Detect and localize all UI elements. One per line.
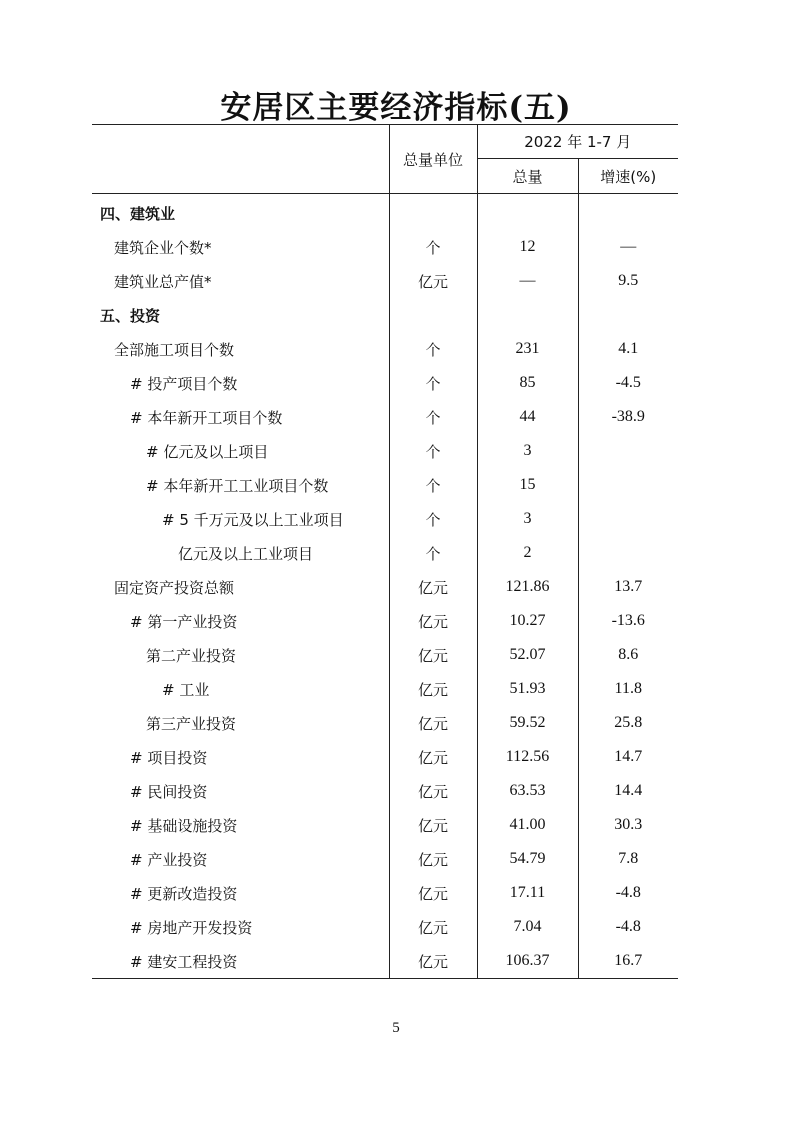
indicator-name: # 房地产开发投资 [130, 918, 253, 937]
total-cell: 59.52 [477, 706, 578, 740]
header-unit: 总量单位 [389, 125, 477, 194]
unit-cell: 个 [389, 400, 477, 434]
header-period: 2022 年 1-7 月 [477, 125, 678, 159]
unit-cell: 亿元 [389, 808, 477, 842]
indicator-name: 第三产业投资 [146, 714, 237, 733]
unit-cell: 亿元 [389, 672, 477, 706]
table-row [92, 400, 678, 434]
growth-cell [578, 502, 678, 536]
total-cell: 44 [477, 400, 578, 434]
growth-cell: 30.3 [578, 808, 678, 842]
table-row [92, 842, 678, 876]
total-cell: 2 [477, 536, 578, 570]
section-row [92, 298, 678, 332]
total-cell: 112.56 [477, 740, 578, 774]
total-cell: 12 [477, 230, 578, 264]
table-row [92, 808, 678, 842]
growth-cell [578, 468, 678, 502]
unit-cell: 个 [389, 502, 477, 536]
unit-cell [389, 298, 477, 332]
unit-cell: 个 [389, 332, 477, 366]
growth-cell: -4.8 [578, 876, 678, 910]
growth-cell: 14.7 [578, 740, 678, 774]
unit-cell: 亿元 [389, 910, 477, 944]
table-row [92, 264, 678, 298]
table-row [92, 604, 678, 638]
indicator-name: # 本年新开工项目个数 [130, 408, 283, 427]
table-row [92, 740, 678, 774]
unit-cell: 个 [389, 536, 477, 570]
page-title: 安居区主要经济指标(五) [220, 90, 572, 126]
growth-cell: 16.7 [578, 944, 678, 979]
table-row [92, 332, 678, 366]
growth-cell: 14.4 [578, 774, 678, 808]
unit-cell: 亿元 [389, 264, 477, 298]
growth-cell: 11.8 [578, 672, 678, 706]
growth-cell: 25.8 [578, 706, 678, 740]
table-row [92, 502, 678, 536]
indicator-name: 建筑企业个数* [114, 238, 212, 257]
total-cell: 15 [477, 468, 578, 502]
table-row [92, 774, 678, 808]
total-cell [477, 298, 578, 332]
table-row [92, 672, 678, 706]
total-cell: 51.93 [477, 672, 578, 706]
table-body [92, 194, 678, 979]
section-title: 五、投资 [100, 306, 161, 325]
section-title: 四、建筑业 [100, 204, 176, 223]
unit-cell: 亿元 [389, 706, 477, 740]
indicator-name: 建筑业总产值* [114, 272, 212, 291]
total-cell: 85 [477, 366, 578, 400]
growth-cell: 4.1 [578, 332, 678, 366]
indicator-name: # 亿元及以上项目 [146, 442, 269, 461]
total-cell: — [477, 264, 578, 298]
unit-cell: 亿元 [389, 638, 477, 672]
unit-cell [389, 194, 477, 231]
indicator-name: # 项目投资 [130, 748, 208, 767]
total-cell: 10.27 [477, 604, 578, 638]
table-row [92, 434, 678, 468]
table-row [92, 366, 678, 400]
page-number: 5 [392, 1020, 400, 1036]
growth-cell: 7.8 [578, 842, 678, 876]
total-cell [477, 194, 578, 231]
total-cell: 106.37 [477, 944, 578, 979]
total-cell: 41.00 [477, 808, 578, 842]
indicator-table-container [92, 124, 678, 979]
growth-cell [578, 434, 678, 468]
unit-cell: 个 [389, 468, 477, 502]
total-cell: 63.53 [477, 774, 578, 808]
indicator-name: # 工业 [162, 680, 210, 699]
growth-cell: 8.6 [578, 638, 678, 672]
section-row [92, 194, 678, 231]
indicator-name: # 5 千万元及以上工业项目 [162, 510, 344, 529]
total-cell: 3 [477, 434, 578, 468]
indicator-name: # 建安工程投资 [92, 944, 389, 979]
unit-cell: 亿元 [389, 604, 477, 638]
growth-cell [578, 298, 678, 332]
indicator-name: # 基础设施投资 [130, 816, 238, 835]
total-cell: 17.11 [477, 876, 578, 910]
indicator-name: 第二产业投资 [146, 646, 237, 665]
growth-cell: 9.5 [578, 264, 678, 298]
header-indicator-cell [92, 125, 389, 194]
total-cell: 3 [477, 502, 578, 536]
unit-cell: 亿元 [389, 944, 477, 979]
table-row [92, 910, 678, 944]
indicator-name: # 产业投资 [130, 850, 208, 869]
growth-cell: -13.6 [578, 604, 678, 638]
growth-cell: -38.9 [578, 400, 678, 434]
growth-cell: — [578, 230, 678, 264]
unit-cell: 亿元 [389, 842, 477, 876]
table-row [92, 706, 678, 740]
unit-cell: 亿元 [389, 774, 477, 808]
growth-cell: -4.8 [578, 910, 678, 944]
indicator-name: # 民间投资 [130, 782, 208, 801]
indicator-name: 固定资产投资总额 [114, 578, 235, 597]
header-growth: 增速(%) [578, 159, 678, 194]
table-row [92, 536, 678, 570]
unit-cell: 个 [389, 434, 477, 468]
indicator-name: 亿元及以上工业项目 [178, 544, 314, 563]
total-cell: 231 [477, 332, 578, 366]
growth-cell: 13.7 [578, 570, 678, 604]
table-row [92, 570, 678, 604]
unit-cell: 个 [389, 230, 477, 264]
unit-cell: 亿元 [389, 876, 477, 910]
unit-cell: 亿元 [389, 740, 477, 774]
total-cell: 52.07 [477, 638, 578, 672]
growth-cell [578, 194, 678, 231]
total-cell: 7.04 [477, 910, 578, 944]
indicator-table [92, 124, 678, 979]
total-cell: 54.79 [477, 842, 578, 876]
unit-cell: 个 [389, 366, 477, 400]
indicator-name: # 本年新开工工业项目个数 [146, 476, 329, 495]
header-total: 总量 [477, 159, 578, 194]
table-row [92, 876, 678, 910]
table-row [92, 944, 678, 979]
table-row [92, 230, 678, 264]
indicator-name: # 投产项目个数 [130, 374, 238, 393]
indicator-name: 全部施工项目个数 [114, 340, 235, 359]
indicator-name: # 更新改造投资 [130, 884, 238, 903]
table-row [92, 638, 678, 672]
total-cell: 121.86 [477, 570, 578, 604]
indicator-name: # 第一产业投资 [130, 612, 238, 631]
growth-cell: -4.5 [578, 366, 678, 400]
unit-cell: 亿元 [389, 570, 477, 604]
growth-cell [578, 536, 678, 570]
table-row [92, 468, 678, 502]
